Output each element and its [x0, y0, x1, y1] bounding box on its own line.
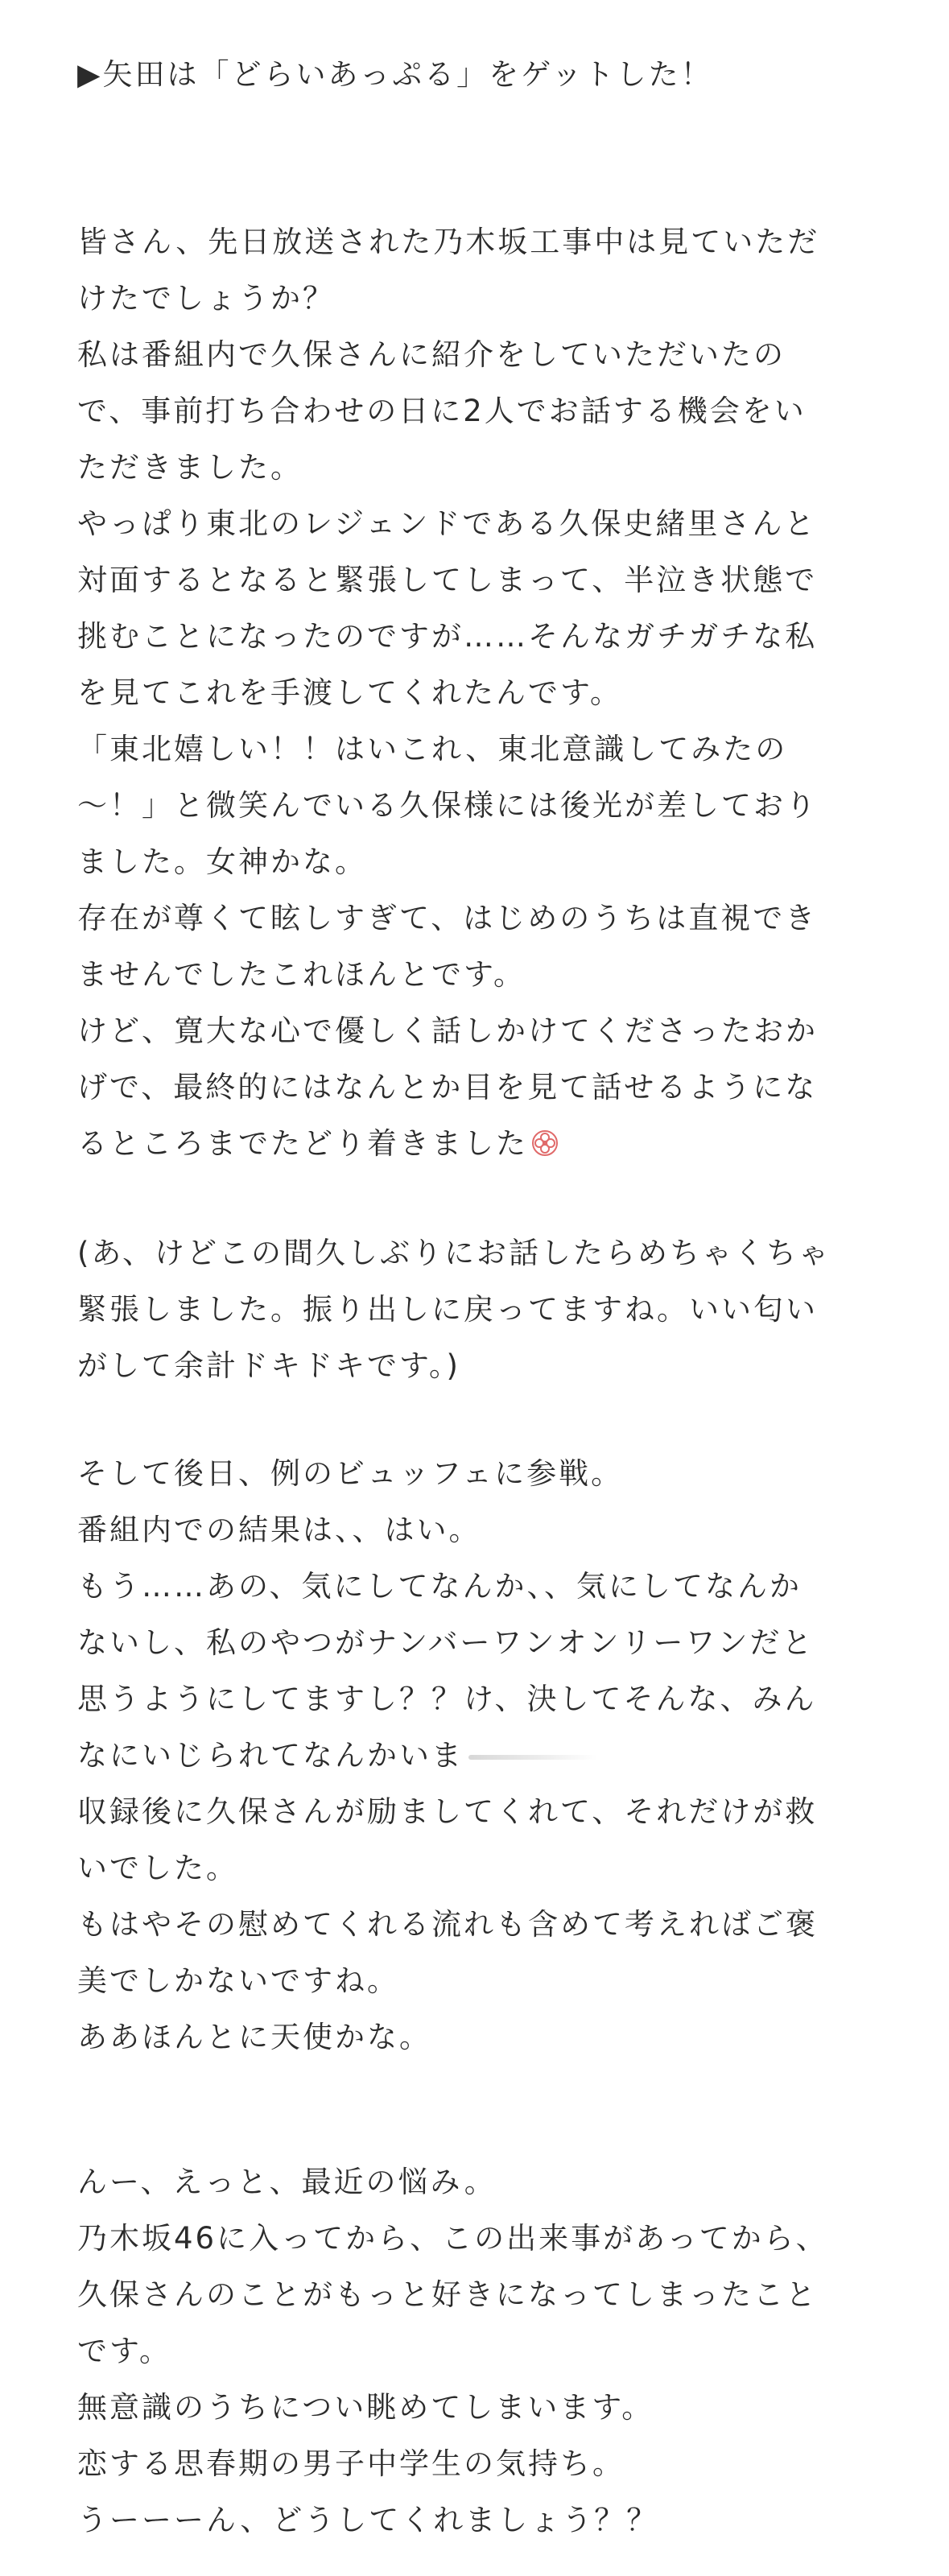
body-line: 挑むことになったのですが……そんなガチガチな私	[77, 619, 818, 654]
body-line: 番組内での結果は、、はい。	[77, 1513, 481, 1547]
body-line: もう……あの、気にしてなんか、、気にしてなんか	[77, 1569, 803, 1604]
body-line: 無意識のうちについ眺めてしまいます。	[77, 2390, 654, 2425]
fade-out-line	[468, 1755, 597, 1760]
post-header: ▶矢田は「どらいあっぷる」をゲットした！	[77, 57, 713, 92]
body-line: ないし、私のやつがナンバーワンオンリーワンだと	[77, 1625, 815, 1660]
body-line-with-fade	[77, 1738, 597, 1773]
body-line: んー、えっと、最近の悩み。	[77, 2165, 497, 2199]
body-line: 乃木坂46に入ってから、この出来事があってから、	[77, 2221, 828, 2256]
body-line: けど、寛大な心で優しく話しかけてくださったおか	[77, 1013, 818, 1048]
body-line-text: るところまでたどり着きました	[77, 1126, 528, 1161]
body-line: 思うようにしてますし？？け、決してそんな、みん	[77, 1682, 817, 1716]
body-line: ああほんとに天使かな。	[77, 2020, 431, 2054]
body-line: ませんでしたこれほんとです。	[77, 957, 526, 992]
body-line: 〜！」と微笑んでいる久保様には後光が差しており	[77, 788, 818, 823]
body-line: そして後日、例のビュッフェに参戦。	[77, 1456, 624, 1491]
body-line: げで、最終的にはなんとか目を見て話せるようにな	[77, 1070, 818, 1104]
body-line: うーーーん、どうしてくれましょう？？	[77, 2503, 659, 2537]
body-line: 収録後に久保さんが励ましてくれて、それだけが救	[77, 1794, 818, 1829]
body-line: 「東北嬉しい！！はいこれ、東北意識してみたの	[77, 732, 788, 766]
body-line: (あ、けどこの間久しぶりにお話したらめちゃくちゃ	[77, 1236, 831, 1270]
body-line: 恋する思春期の男子中学生の気持ち。	[77, 2446, 625, 2481]
body-line: がして余計ドキドキです。)	[77, 1348, 460, 1383]
body-line: を見てこれを手渡してくれたんです。	[77, 675, 623, 710]
body-line: です。	[77, 2334, 172, 2368]
body-line: やっぱり東北のレジェンドである久保史緒里さんと	[77, 506, 817, 541]
body-line: もはやその慰めてくれる流れも含めて考えればご褒	[77, 1907, 818, 1942]
body-line: 皆さん、先日放送された乃木坂工事中は見ていただ	[77, 225, 820, 259]
body-line: けたでしょうか？	[77, 281, 335, 316]
body-line-with-emoji	[77, 1126, 559, 1161]
body-line: ました。女神かな。	[77, 844, 367, 879]
body-line: 対面するとなると緊張してしまって、半泣き状態で	[77, 563, 818, 597]
body-line: で、事前打ち合わせの日に2人でお話する機会をい	[77, 394, 807, 428]
body-line: 美でしかないですね。	[77, 1963, 399, 1998]
red-flower-stamp-icon	[531, 1129, 559, 1157]
body-line: 久保さんのことがもっと好きになってしまったこと	[77, 2277, 818, 2312]
body-line: 存在が尊くて眩しすぎて、はじめのうちは直視でき	[77, 901, 818, 935]
body-line: ただきました。	[77, 450, 303, 485]
body-line-text: なにいじられてなんかいま	[77, 1738, 464, 1773]
body-line: いでした。	[77, 1851, 238, 1885]
body-line: 私は番組内で久保さんに紹介をしていただいたの	[77, 337, 786, 372]
body-line: 緊張しました。振り出しに戻ってますね。いい匂い	[77, 1292, 818, 1327]
